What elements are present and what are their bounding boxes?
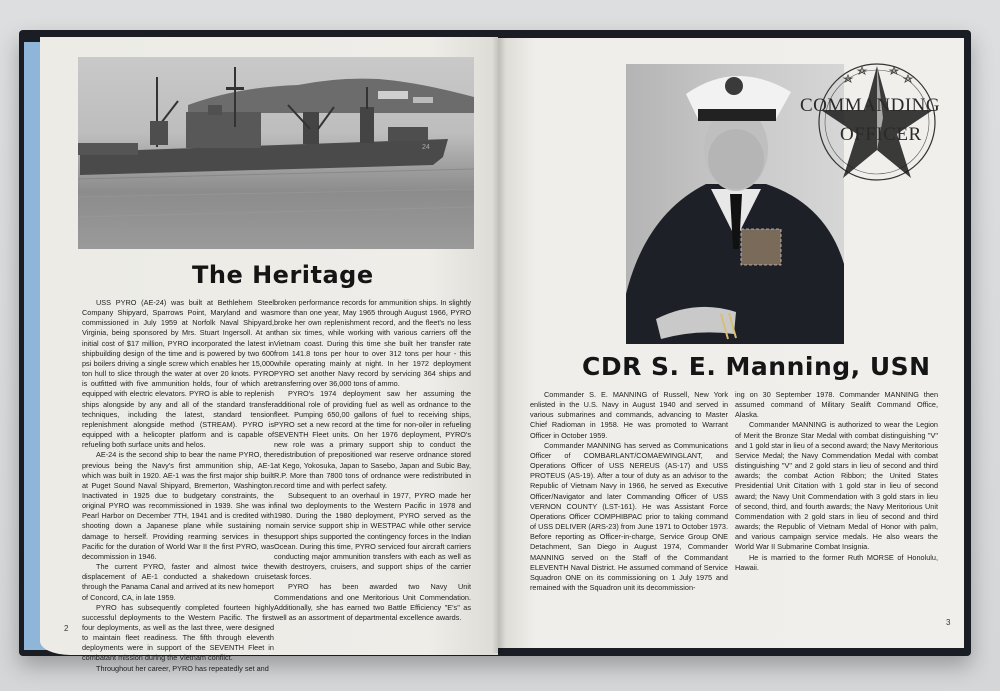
commanding-officer-title: CDR S. E. Manning, USN bbox=[582, 352, 931, 381]
paragraph: AE-24 is the second ship to bear the name PYRO, the previous being the Navy's first ammunition ship, AE-1 which was built in 1920. AE-1 was the first major ship built at Puget Sound Naval Shipyard, Bremerton, Washington. Inactivated in 1925 due to budgetary constraints, the original PYRO was recommissioned in 1939. She was in Pearl Harbor on December 7TH, 1941 and is credited with shooting down a Japanese plane while sustaining no damage to herself. Providing rearming services in the Pacific for the duration of World War II the first PYRO, was decommission in 1946. bbox=[82, 450, 274, 561]
page-number-left: 2 bbox=[64, 624, 69, 633]
paragraph: Commander MANNING has served as Communications Officer of COMBARLANT/COMAEWINGLANT, and Operations Officer of USS NEREUS (AS-17) and USS PROTEUS (AS-19). After a tour of duty as an advisor to the Republic of Vietnam Navy in 1966, he served as Executive Officer/Navigator and later Commanding Officer of USS VERNON COUNTY (LST-161). He was Assistant Force Operations Officer COMPHIBPAC prior to taking command of USS DELIVER (ARS-23) from June 1971 to October 1973. Before reporting as Officer-in-charge, Service Group ONE Detachment, San Diego in August 1974, Commander MANNING served on the Staff of the Commandant ELEVENTH Naval District. He assumed command of Service Squadron ONE on its commissioning on 1 July 1975 and remained with the Squadron unit its decommission- bbox=[530, 440, 728, 592]
heritage-text-column-2 bbox=[274, 298, 471, 623]
paragraph: PYRO has subsequently completed fourteen highly successful deployments to the Western Pacific. The first four deployments, as well as the last three, were designed to maintain fleet readiness. The fifth through eleventh deployments were in support of the SEVENTH Fleet in combatant mission during the Vietnam conflict. bbox=[82, 602, 274, 663]
paragraph: Commander S. E. MANNING of Russell, New York enlisted in the U.S. Navy in August 1940 and served in various submarines and commands, advancing to Master Chief Radioman in 1958. He was promoted to Warrant Officer in October 1959. bbox=[530, 390, 728, 440]
paragraph: PYRO's 1974 deployment saw her assuming the additional role of providing fuel as well as ordnance to the fleet. Pumping 650,00 gallons of fuel to receiving ships, PYRO set a new record at the time for non-oiler in refueling SEVENTH Fleet units. On her 1976 deployment, PYRO's new role was a primary support ship to conduct the redistribution of prepositioned war reserve ordnance stored at Kego, Yokosuka, Japan to Sasebo, Japan and Subic Bay, R.P. More than 7800 tons of ordnance were redistributed in record time and with perfect safety. bbox=[274, 389, 471, 490]
page-number-right: 3 bbox=[946, 618, 951, 627]
ship-illustration bbox=[78, 57, 474, 249]
paragraph: USS PYRO (AE-24) was built at Bethlehem Steel Company Shipyard, Sparrows Point, Maryland and was commissioned in July 1959 at Norfolk Naval Shipyard, Virginia, being sponsored by Mrs. Stuart Ingersoll. At an initial cost of $17 million, PYRO incorporated the latest in shipbuilding design of the time and is powered by two 600 psi boilers driving a single screw which enables her 15,000 ton hull to slice through the water at over 20 knots. PYRO is outfitted with five ammunition holds, four of which are equipped with electric elevators. PYRO is able to replenish ships alongside by any and all of the standard transfer techniques, including the latest, standard tension replenishment alongside method (STREAM). PYRO is equipped with a helicopter platform and is capable of refueling both surface units and helos. bbox=[82, 298, 274, 450]
heritage-title: The Heritage bbox=[192, 261, 374, 289]
paragraph: PYRO has been awarded two Navy Unit Commendations and one Meritorious Unit Commendation. Additionally, she has earned two Battle Efficiency "E's" as well as an assortment of departmental excellence awards. bbox=[274, 582, 471, 622]
svg-text:24: 24 bbox=[422, 144, 430, 151]
paragraph: Commander MANNING is authorized to wear the Legion of Merit the Bronze Star Medal with combat distinguishing "V" and 1 gold star in lieu of a second award; the Navy Meritorious Service Medal; the Navy Commendation Medal with combat distinguishing "V" and 2 gold stars in lieu of second and third awards; the combat Action Ribbon; the United States Presidential Unit Citation with 1 gold star in lieu of second award; the Navy Unit Commendation with 3 gold stars in lieu of second, third, and fourth awards; the Navy Meritorious Unit Commendation with 2 gold stars in lieu of second and third awards; the Republic of Vietnam Medal of Honor with palm, and various campaign service medals. He also wears the World War II Submarine Combat Insignia. bbox=[735, 420, 938, 552]
paragraph: The current PYRO, faster and almost twice the displacement of AE-1 conducted a shakedown cruise through the Panama Canal and arrived at its new homeport of Concord, CA, in late 1959. bbox=[82, 562, 274, 602]
book-gutter bbox=[492, 37, 506, 653]
paragraph: Throughout her career, PYRO has repeatedly set and bbox=[96, 663, 269, 673]
paragraph: Subsequent to an overhaul in 1977, PYRO made her final two deployments to the Western Pacific in 1978 and 1980. During the 1980 deployment, PYRO served as the main service support ship in WESTPAC while other service support ships supported the contingency forces in the Indian Ocean. During this time, PYRO serviced four aircraft carriers conducting major ammunition transfers with each as well as with destroyers, cruisers, and support ships of the carrier task forces. bbox=[274, 490, 471, 582]
heritage-text-column-1 bbox=[82, 298, 274, 674]
biography-text-column-1 bbox=[530, 390, 728, 593]
ship-photo bbox=[78, 57, 474, 249]
paragraph: broken performance records for ammunition ships. In slightly more than one year, May 1965 through August 1966, PYRO broke her own replenishment record, and the fleet's no less than six times, while working with various carriers off the Vietnam coast. During this time she built her transfer rate from 141.8 tons per hour to over 312 tons per hour - this while operating mainly at night. In her 1972 deployment PYRO set another Navy record by servicing 364 ships and transferring over 36,000 tons of ammo. bbox=[274, 298, 471, 389]
emblem-label-officer: OFFICER bbox=[840, 124, 922, 145]
paragraph: ing on 30 September 1978. Commander MANNING then assumed command of Military Sealift Command Office, Alaska. bbox=[735, 390, 938, 420]
emblem-label-commanding: COMMANDING bbox=[800, 95, 941, 116]
biography-text-column-2 bbox=[735, 390, 938, 573]
paragraph: He is married to the former Ruth MORSE of Honolulu, Hawaii. bbox=[735, 552, 938, 572]
